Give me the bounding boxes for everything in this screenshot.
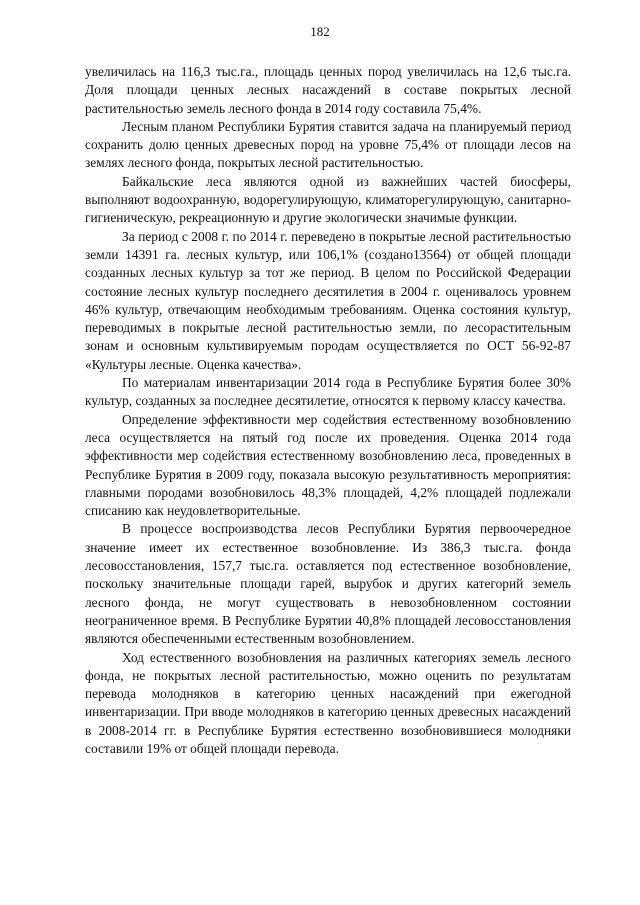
- paragraph: В процессе воспроизводства лесов Республики Бурятия первоочередное значение имеет их естественное возобновление. Из 386,3 тыс.га. фонда лесовосстановления, 157,7 тыс.га. оставляется под естественное возобновление, поскольку значительные площади гарей, вырубок и других категорий земель лесного фонда, не могут существовать в невозобновленном состоянии неограниченное время. В Республике Бурятии 40,8% площадей лесовосстановления являются обеспеченными естественным возобновлением.: [85, 521, 571, 647]
- paragraph: Байкальские леса являются одной из важнейших частей биосферы, выполняют водоохранную, водорегулирующую, климаторегулирующую, санитарно-гигиеническую, рекреационную и другие экологически значимые функции.: [85, 173, 571, 226]
- paragraph: Лесным планом Республики Бурятия ставится задача на планируемый период сохранить долю ценных древесных пород на уровне 75,4% от площади лесов на землях лесного фонда, покрытых лесной растительностью.: [85, 118, 571, 171]
- paragraph: Ход естественного возобновления на различных категориях земель лесного фонда, не покрытых лесной растительностью, можно оценить по результатам перевода молодняков в категорию ценных насаждений при ежегодной инвентаризации. При вводе молодняков в категорию ценных древесных насаждений в 2008-2014 гг. в Республике Бурятия естественно возобновившиеся молодняки составили 19% от общей площади перевода.: [85, 649, 571, 756]
- paragraph: увеличилась на 116,3 тыс.га., площадь ценных пород увеличилась на 12,6 тыс.га. Доля площади ценных лесных насаждений в составе покрытых лесной растительностью земель лесного фонда в 2014 году составила 75,4%.: [85, 64, 571, 116]
- paragraph: Определение эффективности мер содействия естественному возобновлению леса осуществляется на пятый год после их проведения. Оценка 2014 года эффективности мер содействия естественному возобновлению леса, проведенных в Республике Бурятия в 2009 году, показала высокую результативность мероприятия: главными породами возобновилось 48,3% площадей, 4,2% площадей подлежали списанию как неудовлетворительные.: [85, 411, 571, 519]
- document-body: [85, 63, 571, 758]
- page-number: 182: [310, 24, 330, 39]
- paragraph: За период с 2008 г. по 2014 г. переведено в покрытые лесной растительностью земли 14391 га. лесных культур, или 106,1% (создано13564) от общей площади созданных лесных культур за тот же период. В целом по Российской Федерации состояние лесных культур последнего десятилетия в 2004 г. оценивалось уровнем 46% культур, отвечающим необходимым требованиям. Оценка состояния культур, переводимых в покрытые лесной растительностью земли, по лесорастительным зонам и основным культивируемым породам осуществляется по ОСТ 56-92-87 «Культуры лесные. Оценка качества».: [85, 228, 571, 372]
- paragraph: По материалам инвентаризации 2014 года в Республике Бурятия более 30% культур, созданных за последнее десятилетие, относятся к первому классу качества.: [85, 375, 571, 409]
